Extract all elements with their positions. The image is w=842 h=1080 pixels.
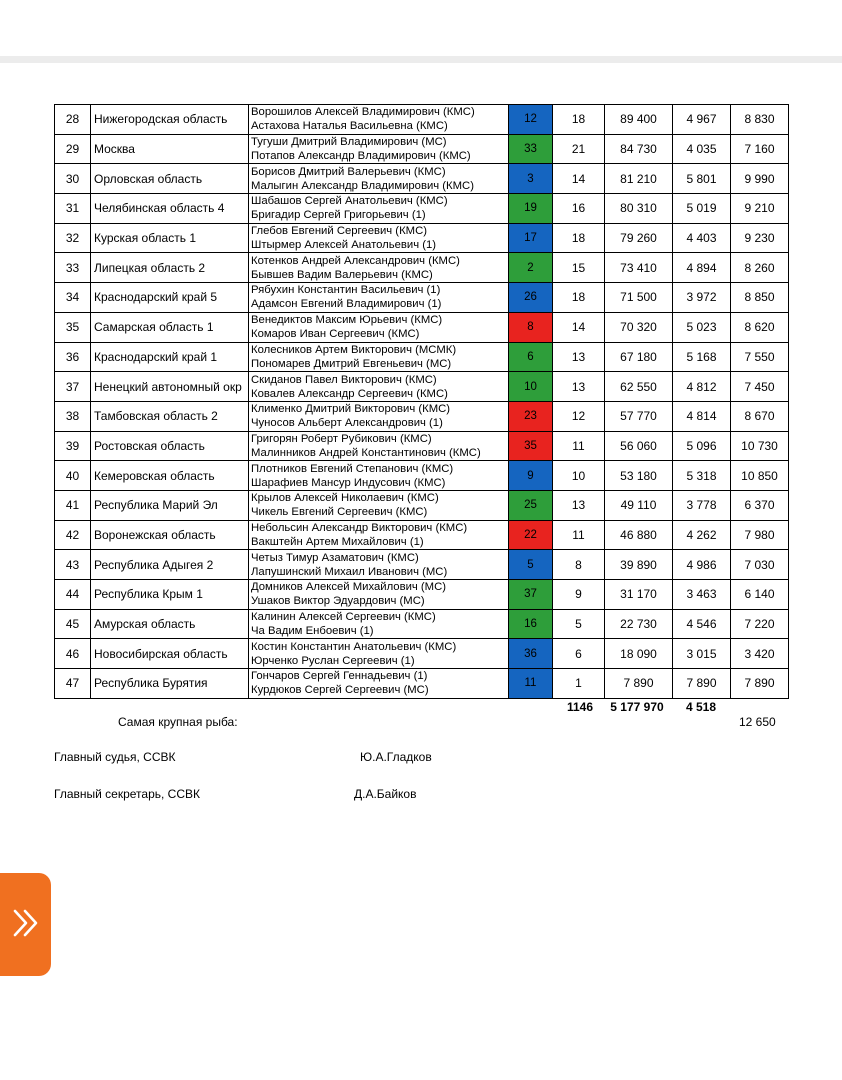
weight-cell: 62 550: [605, 372, 673, 402]
weight-cell: 71 500: [605, 283, 673, 313]
sector-cell: 12: [509, 105, 553, 135]
members-cell: [249, 520, 509, 550]
table-row: [55, 461, 789, 491]
side-expand-tab[interactable]: [0, 873, 51, 976]
members-cell: [249, 490, 509, 520]
member-name: Небольсин Александр Викторович (КМС): [251, 521, 468, 534]
max-fish-cell: 8 850: [731, 283, 789, 313]
weight-cell: 67 180: [605, 342, 673, 372]
region-cell: Краснодарский край 1: [91, 342, 249, 372]
place-cell: 29: [55, 134, 91, 164]
average-cell: 4 035: [673, 134, 731, 164]
average-cell: 4 812: [673, 372, 731, 402]
table-row: [55, 312, 789, 342]
member-name: Чуносов Альберт Александрович (1): [251, 417, 443, 430]
weight-cell: 80 310: [605, 194, 673, 224]
table-row: [55, 342, 789, 372]
sector-cell: 10: [509, 372, 553, 402]
members-cell: [249, 105, 509, 135]
table-row: [55, 431, 789, 461]
weight-cell: 49 110: [605, 490, 673, 520]
place-cell: 44: [55, 580, 91, 610]
place-cell: 39: [55, 431, 91, 461]
member-name: Крылов Алексей Николаевич (КМС): [251, 492, 439, 505]
place-cell: 45: [55, 609, 91, 639]
member-name: Григорян Роберт Рубикович (КМС): [251, 432, 432, 445]
member-name: Ча Вадим Енбоевич (1): [251, 625, 374, 638]
table-row: [55, 401, 789, 431]
member-name: Тугуши Дмитрий Владимирович (МС): [251, 136, 447, 149]
member-name: Лапушинский Михаил Иванович (МС): [251, 565, 448, 578]
member-name: Астахова Наталья Васильевна (КМС): [251, 120, 448, 133]
max-fish-cell: 9 230: [731, 223, 789, 253]
sector-cell: 22: [509, 520, 553, 550]
region-cell: Амурская область: [91, 609, 249, 639]
member-name: Борисов Дмитрий Валерьевич (КМС): [251, 165, 446, 178]
members-cell: [249, 550, 509, 580]
fish-count-cell: 8: [553, 550, 605, 580]
member-name: Потапов Александр Владимирович (КМС): [251, 150, 471, 163]
fish-count-cell: 1: [553, 669, 605, 699]
max-fish-cell: 7 980: [731, 520, 789, 550]
max-fish-cell: 8 670: [731, 401, 789, 431]
average-cell: 3 778: [673, 490, 731, 520]
members-cell: [249, 461, 509, 491]
members-cell: [249, 580, 509, 610]
place-cell: 42: [55, 520, 91, 550]
sector-cell: 11: [509, 669, 553, 699]
members-cell: [249, 253, 509, 283]
max-fish-cell: 7 160: [731, 134, 789, 164]
max-fish-cell: 10 730: [731, 431, 789, 461]
weight-cell: 31 170: [605, 580, 673, 610]
member-name: Клименко Дмитрий Викторович (КМС): [251, 403, 451, 416]
average-cell: 5 019: [673, 194, 731, 224]
average-cell: 4 967: [673, 105, 731, 135]
chief-judge-name: Ю.А.Гладков: [360, 750, 432, 764]
member-name: Колесников Артем Викторович (МСМК): [251, 343, 457, 356]
region-cell: Новосибирская область: [91, 639, 249, 669]
max-fish-cell: 7 550: [731, 342, 789, 372]
member-name: Гончаров Сергей Геннадьевич (1): [251, 670, 428, 683]
chief-judge-role: Главный судья, ССВК: [54, 750, 176, 764]
table-row: [55, 520, 789, 550]
members-cell: [249, 669, 509, 699]
max-fish-cell: 9 990: [731, 164, 789, 194]
member-name: Венедиктов Максим Юрьевич (КМС): [251, 314, 443, 327]
member-name: Бригадир Сергей Григорьевич (1): [251, 209, 426, 222]
sector-cell: 8: [509, 312, 553, 342]
region-cell: Республика Крым 1: [91, 580, 249, 610]
sector-cell: 26: [509, 283, 553, 313]
fish-count-cell: 12: [553, 401, 605, 431]
place-cell: 35: [55, 312, 91, 342]
average-cell: 5 168: [673, 342, 731, 372]
member-name: Курдюков Сергей Сергеевич (МС): [251, 684, 429, 697]
fish-count-cell: 15: [553, 253, 605, 283]
max-fish-cell: 6 370: [731, 490, 789, 520]
sector-cell: 3: [509, 164, 553, 194]
table-row: [55, 164, 789, 194]
max-fish-cell: 8 260: [731, 253, 789, 283]
table-row: [55, 134, 789, 164]
region-cell: Ростовская область: [91, 431, 249, 461]
members-cell: [249, 223, 509, 253]
members-cell: [249, 639, 509, 669]
member-name: Малинников Андрей Константинович (КМС): [251, 446, 481, 459]
member-name: Ковалев Александр Сергеевич (КМС): [251, 387, 448, 400]
results-table: [54, 104, 789, 699]
members-cell: [249, 164, 509, 194]
member-name: Комаров Иван Сергеевич (КМС): [251, 328, 420, 341]
member-name: Ворошилов Алексей Владимирович (КМС): [251, 106, 475, 119]
member-name: Домников Алексей Михайлович (МС): [251, 581, 446, 594]
average-cell: 5 023: [673, 312, 731, 342]
sector-cell: 19: [509, 194, 553, 224]
member-name: Калинин Алексей Сергеевич (КМС): [251, 611, 436, 624]
place-cell: 46: [55, 639, 91, 669]
region-cell: Ненецкий автономный окр: [91, 372, 249, 402]
top-divider-band: [0, 56, 842, 63]
members-cell: [249, 312, 509, 342]
members-cell: [249, 342, 509, 372]
table-row: [55, 283, 789, 313]
region-cell: Республика Адыгея 2: [91, 550, 249, 580]
place-cell: 36: [55, 342, 91, 372]
weight-cell: 79 260: [605, 223, 673, 253]
max-fish-cell: 7 220: [731, 609, 789, 639]
region-cell: Самарская область 1: [91, 312, 249, 342]
average-cell: 4 986: [673, 550, 731, 580]
place-cell: 38: [55, 401, 91, 431]
table-row: [55, 550, 789, 580]
member-name: Ушаков Виктор Эдуардович (МС): [251, 595, 425, 608]
average-cell: 4 262: [673, 520, 731, 550]
fish-count-cell: 10: [553, 461, 605, 491]
weight-cell: 22 730: [605, 609, 673, 639]
place-cell: 33: [55, 253, 91, 283]
region-cell: Орловская область: [91, 164, 249, 194]
average-cell: 4 814: [673, 401, 731, 431]
table-row: [55, 580, 789, 610]
fish-count-cell: 11: [553, 520, 605, 550]
weight-cell: 46 880: [605, 520, 673, 550]
member-name: Бывшев Вадим Валерьевич (КМС): [251, 268, 433, 281]
weight-cell: 81 210: [605, 164, 673, 194]
average-cell: 3 463: [673, 580, 731, 610]
max-fish-cell: 9 210: [731, 194, 789, 224]
max-fish-cell: 10 850: [731, 461, 789, 491]
region-cell: Воронежская область: [91, 520, 249, 550]
fish-count-cell: 13: [553, 372, 605, 402]
members-cell: [249, 609, 509, 639]
region-cell: Краснодарский край 5: [91, 283, 249, 313]
members-cell: [249, 134, 509, 164]
fish-count-cell: 5: [553, 609, 605, 639]
max-fish-cell: 8 620: [731, 312, 789, 342]
biggest-fish-value: 12 650: [739, 715, 776, 729]
weight-cell: 18 090: [605, 639, 673, 669]
place-cell: 30: [55, 164, 91, 194]
biggest-fish-label: Самая крупная рыба:: [118, 715, 238, 729]
sector-cell: 6: [509, 342, 553, 372]
total-fish-count: 1146: [566, 700, 594, 714]
fish-count-cell: 13: [553, 342, 605, 372]
member-name: Рябухин Константин Васильевич (1): [251, 284, 441, 297]
sector-cell: 25: [509, 490, 553, 520]
weight-cell: 84 730: [605, 134, 673, 164]
total-weight: 5 177 970: [610, 700, 664, 714]
weight-cell: 57 770: [605, 401, 673, 431]
weight-cell: 39 890: [605, 550, 673, 580]
member-name: Пономарев Дмитрий Евгеньевич (МС): [251, 357, 452, 370]
place-cell: 43: [55, 550, 91, 580]
member-name: Шарафиев Мансур Индусович (КМС): [251, 476, 446, 489]
max-fish-cell: 8 830: [731, 105, 789, 135]
member-name: Котенков Андрей Александрович (КМС): [251, 254, 460, 267]
weight-cell: 89 400: [605, 105, 673, 135]
weight-cell: 7 890: [605, 669, 673, 699]
region-cell: Республика Марий Эл: [91, 490, 249, 520]
table-row: [55, 223, 789, 253]
member-name: Костин Константин Анатольевич (КМС): [251, 640, 457, 653]
fish-count-cell: 16: [553, 194, 605, 224]
weight-cell: 73 410: [605, 253, 673, 283]
member-name: Адамсон Евгений Владимирович (1): [251, 298, 442, 311]
region-cell: Курская область 1: [91, 223, 249, 253]
table-row: [55, 639, 789, 669]
member-name: Плотников Евгений Степанович (КМС): [251, 462, 454, 475]
weight-cell: 56 060: [605, 431, 673, 461]
place-cell: 40: [55, 461, 91, 491]
total-average: 4 518: [685, 700, 717, 714]
place-cell: 32: [55, 223, 91, 253]
table-row: [55, 372, 789, 402]
members-cell: [249, 431, 509, 461]
region-cell: Кемеровская область: [91, 461, 249, 491]
sector-cell: 16: [509, 609, 553, 639]
sector-cell: 23: [509, 401, 553, 431]
max-fish-cell: 3 420: [731, 639, 789, 669]
sector-cell: 5: [509, 550, 553, 580]
place-cell: 28: [55, 105, 91, 135]
sector-cell: 9: [509, 461, 553, 491]
table-row: [55, 253, 789, 283]
region-cell: Республика Бурятия: [91, 669, 249, 699]
fish-count-cell: 13: [553, 490, 605, 520]
member-name: Юрченко Руслан Сергеевич (1): [251, 654, 415, 667]
average-cell: 7 890: [673, 669, 731, 699]
place-cell: 47: [55, 669, 91, 699]
fish-count-cell: 18: [553, 223, 605, 253]
fish-count-cell: 18: [553, 283, 605, 313]
region-cell: Нижегородская область: [91, 105, 249, 135]
members-cell: [249, 401, 509, 431]
member-name: Штырмер Алексей Анатольевич (1): [251, 239, 437, 252]
member-name: Вакштейн Артем Михайлович (1): [251, 535, 424, 548]
average-cell: 4 403: [673, 223, 731, 253]
max-fish-cell: 6 140: [731, 580, 789, 610]
table-row: [55, 194, 789, 224]
max-fish-cell: 7 030: [731, 550, 789, 580]
double-chevron-right-icon: [9, 903, 43, 943]
place-cell: 41: [55, 490, 91, 520]
sector-cell: 35: [509, 431, 553, 461]
average-cell: 4 546: [673, 609, 731, 639]
member-name: Глебов Евгений Сергеевич (КМС): [251, 225, 427, 238]
place-cell: 31: [55, 194, 91, 224]
region-cell: Москва: [91, 134, 249, 164]
table-row: [55, 609, 789, 639]
average-cell: 4 894: [673, 253, 731, 283]
fish-count-cell: 11: [553, 431, 605, 461]
members-cell: [249, 372, 509, 402]
member-name: Малыгин Александр Владимирович (КМС): [251, 179, 474, 192]
fish-count-cell: 6: [553, 639, 605, 669]
region-cell: Тамбовская область 2: [91, 401, 249, 431]
members-cell: [249, 194, 509, 224]
average-cell: 5 318: [673, 461, 731, 491]
fish-count-cell: 9: [553, 580, 605, 610]
fish-count-cell: 18: [553, 105, 605, 135]
member-name: Четыз Тимур Азаматович (КМС): [251, 551, 419, 564]
fish-count-cell: 14: [553, 164, 605, 194]
average-cell: 3 972: [673, 283, 731, 313]
place-cell: 37: [55, 372, 91, 402]
members-cell: [249, 283, 509, 313]
sector-cell: 37: [509, 580, 553, 610]
table-row: [55, 490, 789, 520]
max-fish-cell: 7 450: [731, 372, 789, 402]
place-cell: 34: [55, 283, 91, 313]
fish-count-cell: 21: [553, 134, 605, 164]
table-row: [55, 669, 789, 699]
chief-secretary-role: Главный секретарь, ССВК: [54, 787, 200, 801]
average-cell: 5 096: [673, 431, 731, 461]
average-cell: 3 015: [673, 639, 731, 669]
sector-cell: 36: [509, 639, 553, 669]
region-cell: Челябинская область 4: [91, 194, 249, 224]
table-row: [55, 105, 789, 135]
member-name: Шабашов Сергей Анатольевич (КМС): [251, 195, 448, 208]
weight-cell: 70 320: [605, 312, 673, 342]
sector-cell: 2: [509, 253, 553, 283]
sector-cell: 33: [509, 134, 553, 164]
region-cell: Липецкая область 2: [91, 253, 249, 283]
member-name: Чикель Евгений Сергеевич (КМС): [251, 506, 428, 519]
average-cell: 5 801: [673, 164, 731, 194]
sector-cell: 17: [509, 223, 553, 253]
weight-cell: 53 180: [605, 461, 673, 491]
max-fish-cell: 7 890: [731, 669, 789, 699]
member-name: Скиданов Павел Викторович (КМС): [251, 373, 437, 386]
chief-secretary-name: Д.А.Байков: [354, 787, 417, 801]
fish-count-cell: 14: [553, 312, 605, 342]
